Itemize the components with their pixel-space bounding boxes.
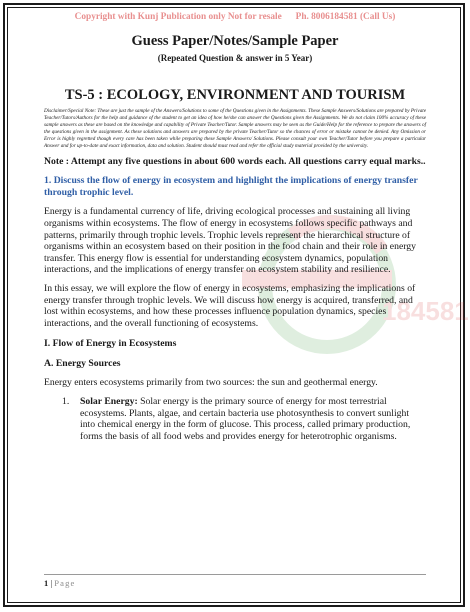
copyright-notice <box>44 10 426 24</box>
course-heading: TS-5 : ECOLOGY, ENVIRONMENT AND TOURISM <box>64 87 406 103</box>
page-footer <box>44 578 76 588</box>
question-1: 1. Discuss the flow of energy in ecosystem and highlight the implications of energy transfer through trophic level. <box>44 175 418 199</box>
page-number: 1 <box>44 578 49 588</box>
list-item-text: Solar energy is the primary source of energy for most terrestrial ecosystems. Plants, algae, and certain bacteria use photosynthesis to convert sunlight into chemical energy in the form of glucose. This process, called primary production, forms the basis of all food webs and provides energy for heterotrophic organisms. <box>80 395 411 442</box>
publication-title: Guess Paper/Notes/Sample Paper <box>131 33 339 49</box>
answer-paragraph-1: Energy is a fundamental currency of life, driving ecological processes and sustaining all living organisms within ecosystems. The flow of energy in ecosystems follows specific pathways and patterns, primarily through trophic levels. Trophic levels represent the hierarchical structure of organisms within an ecosystem based on their position in the food chain and their role in energy transfer. This energy flow is essential for understanding ecosystem dynamics, population interactions, and the implications of energy transfer on ecosystem stability and resilience. <box>44 206 416 276</box>
section-heading: I. Flow of Energy in Ecosystems <box>44 338 177 350</box>
sub-heading: A. Energy Sources <box>44 358 121 370</box>
exam-note: Note : Attempt any five questions in about 600 words each. All questions carry equal marks.. <box>44 156 426 168</box>
watermark-digits: 184581 <box>382 296 469 326</box>
list-item-term: Solar Energy: <box>80 395 138 407</box>
list-item-number: 1. <box>62 395 70 407</box>
energy-sources-list <box>44 396 426 442</box>
page-separator: | <box>48 578 55 588</box>
page-content <box>44 10 426 442</box>
contact-phone: Ph. 8006184581 (Call Us) <box>295 12 396 22</box>
copyright-text: Copyright with Kunj Publication only Not for resale <box>74 12 282 22</box>
page-label: Page <box>54 578 76 588</box>
sources-intro: Energy enters ecosystems primarily from two sources: the sun and geothermal energy. <box>44 377 378 389</box>
publication-subtitle: (Repeated Question & answer in 5 Year) <box>157 53 313 63</box>
answer-paragraph-2: In this essay, we will explore the flow of energy in ecosystems, emphasizing the implications of energy transfer through trophic levels. We will discuss how energy is acquired, transferred, and lost within ecosystems, and how these processes influence population dynamics, species interactions, and the overall functioning of ecosystems. <box>44 283 416 329</box>
list-item <box>44 396 426 442</box>
disclaimer-text: Disclaimer/Special Note: These are just the sample of the Answers/Solutions to some of the Questions given in the Assignments. These Sample Answers/Solutions are prepared by Private Teacher/Tutors/Authors for the help and guidance of the student to get an idea of how he/she can answer the Questions given the Assignments. We do not claim 100% accuracy of these sample answers as these are based on the knowledge and capability of Private Teacher/Tutor. Sample answers may be seen as the Guide/Help for the reference to prepare the answers of the questions given in the assignment. As these solutions and answers are prepared by the private Teacher/Tutor so the chances of error or mistake cannot be denied. Any Omission or Error is highly regretted though every care has been taken while preparing these Sample Answers/ Solutions. Please consult your own Teacher/Tutor before you prepare a particular Answer and for up-to-date and exact information, data and solution. Student should must read and refer the official study material provided by the university. <box>44 108 426 149</box>
footer-divider <box>44 574 426 575</box>
